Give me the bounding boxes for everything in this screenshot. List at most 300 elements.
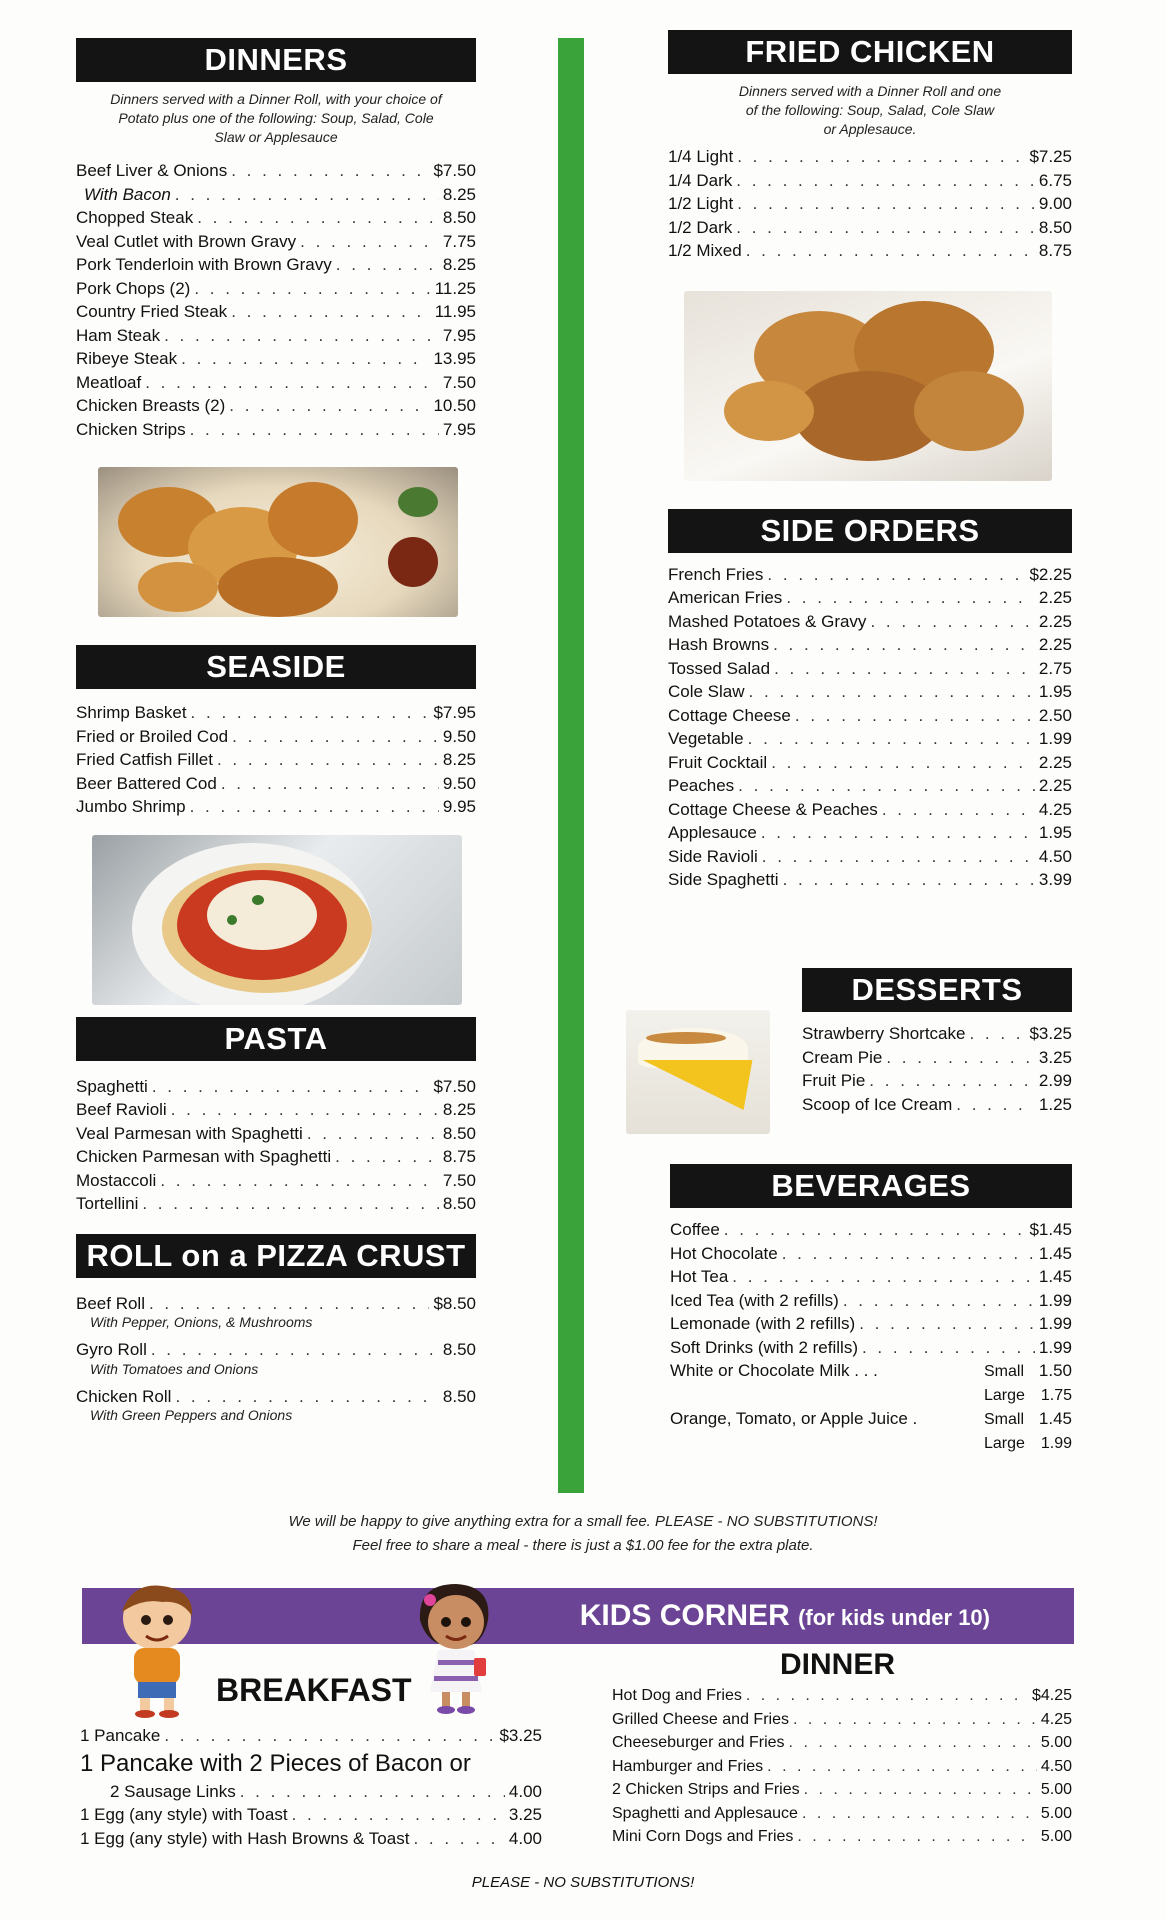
item-price: 5.00 [1040,1781,1072,1798]
item-name: Chopped Steak [76,208,194,227]
item-price: 8.50 [1038,217,1072,237]
item-price: 1.95 [1038,682,1072,701]
menu-item [76,1338,476,1362]
menu-item [670,1336,1072,1360]
menu-item [670,1312,1072,1336]
dot-leader [142,1192,439,1216]
item-name: Cheeseburger and Fries [612,1734,785,1751]
item-description: With Green Peppers and Onions [90,1407,293,1423]
pasta-header: PASTA [76,1017,476,1061]
item-price: 8.25 [442,255,476,274]
menu-item [76,206,476,230]
milk-row [670,1359,1072,1384]
dot-leader [164,1724,495,1748]
seaside-header: SEASIDE [76,645,476,689]
item-name: Hamburger and Fries [612,1757,764,1775]
item-price: 4.00 [508,1828,542,1848]
item-name: Hash Browns [668,635,770,654]
side-orders-list [668,563,1072,892]
dot-leader [969,1022,1025,1046]
item-price: 1.99 [1038,1290,1072,1310]
footer-note: PLEASE - NO SUBSTITUTIONS! [471,1874,695,1891]
menu-item [76,371,476,395]
item-name: Applesauce [668,823,757,842]
item-price: 8.50 [442,1386,476,1406]
item-name: Scoop of Ice Cream [802,1094,953,1114]
menu-item [76,230,476,254]
item-name: Chicken Breasts (2) [76,396,226,415]
menu-item [80,1803,542,1827]
item-price: 6.75 [1038,170,1072,190]
menu-item [612,1825,1072,1849]
item-name: Peaches [668,776,735,795]
item-name: Ribeye Steak [76,349,178,368]
dot-leader [164,324,439,348]
item-price: 7.75 [442,231,476,251]
item-name: 1 Egg (any style) with Hash Browns & Toast [80,1828,410,1848]
item-price: 8.50 [442,1340,476,1359]
dot-leader [171,1098,439,1122]
item-price: 1.99 [1038,1337,1072,1357]
dot-leader [782,1242,1035,1266]
menu-item [612,1802,1072,1826]
kids-breakfast-section [80,1724,542,1850]
dot-leader [232,725,439,749]
item-price: 8.50 [442,208,476,227]
column-divider [558,38,584,1493]
dot-leader [736,169,1035,193]
milk-large-row [670,1384,1072,1407]
item-name: Beef Liver & Onions [76,161,228,180]
item-price: 8.25 [442,750,476,769]
dot-leader [761,821,1035,845]
menu-item [76,347,476,371]
item-name: Spaghetti and Applesauce [612,1804,798,1822]
item-name: Pork Tenderloin with Brown Gravy [76,255,332,274]
dot-leader [145,371,439,395]
item-name: Fruit Cocktail [668,752,768,772]
item-price: $7.95 [433,703,476,722]
dot-leader [797,1825,1036,1849]
item-name: With Bacon [84,184,171,204]
item-name: Fried Catfish Fillet [76,750,213,769]
menu-item [76,394,476,418]
menu-item [668,751,1072,775]
menu-item [668,633,1072,657]
menu-item [668,586,1072,610]
item-price: $3.25 [499,1726,542,1745]
dot-leader [300,230,439,254]
desserts-header: DESSERTS [802,968,1072,1012]
item-price: 13.95 [433,349,476,368]
dot-leader [773,633,1035,657]
menu-item [802,1069,1072,1093]
item-name: Hot Chocolate [670,1243,778,1263]
dot-leader [749,680,1035,704]
pasta-list [76,1075,476,1216]
item-name: Mini Corn Dogs and Fries [612,1828,794,1845]
dot-leader [774,657,1035,681]
item-description: With Pepper, Onions, & Mushrooms [90,1314,313,1330]
item-price: $1.45 [1029,1220,1072,1239]
menu-item [670,1289,1072,1313]
item-name: 1/2 Light [668,194,734,213]
menu-item [76,1075,476,1099]
menu-item [668,169,1072,193]
dot-leader [307,1122,439,1146]
menu-item [76,772,476,796]
item-price: 2.25 [1038,635,1072,654]
menu-item [668,727,1072,751]
dot-leader [413,1827,504,1851]
item-name: Strawberry Shortcake [802,1024,966,1043]
item-price: 2.25 [1038,588,1072,607]
dinners-list [76,159,476,441]
item-name: Beef Roll [76,1293,145,1313]
dot-leader [152,1075,430,1099]
dinners-intro: Dinners served with a Dinner Roll, with your choice of Potato plus one of the following: Soup, Salad, Cole Slaw or Applesauce [110,91,442,145]
item-price: 1.45 [1038,1243,1072,1263]
dot-leader [175,1385,438,1409]
boy-illustration [112,1582,202,1718]
item-price: 2.25 [1038,752,1072,772]
item-price: 5.00 [1040,1734,1072,1751]
menu-item [612,1684,1072,1708]
juice-large-price: 1.99 [1040,1435,1072,1452]
item-price: 9.00 [1038,194,1072,213]
dot-leader [221,772,439,796]
menu-item [668,657,1072,681]
item-price: 4.50 [1040,1757,1072,1775]
chicken-parmesan-photo [92,835,462,1005]
dot-leader [767,1755,1037,1779]
item-price: 11.95 [434,302,476,321]
dot-leader [956,1093,1035,1117]
item-price: 8.25 [442,1100,476,1119]
item-name: Jumbo Shrimp [76,797,186,816]
milk-name: White or Chocolate Milk . . . [670,1361,878,1380]
dot-leader [793,1708,1037,1732]
item-price: 7.50 [442,1170,476,1190]
item-name: Mostaccoli [76,1170,157,1190]
dot-leader [292,1803,505,1827]
item-name: Cottage Cheese [668,705,791,725]
item-name: Spaghetti [76,1076,148,1096]
dot-leader [767,563,1025,587]
desserts-section [802,968,1072,1116]
item-name: Grilled Cheese and Fries [612,1710,789,1728]
item-name: Cottage Cheese & Peaches [668,799,878,819]
dot-leader [191,701,430,725]
item-name: Coffee [670,1220,720,1239]
dot-leader [771,751,1035,775]
item-price: 1.45 [1038,1267,1072,1286]
dot-leader [862,1336,1035,1360]
item-name: Hot Tea [670,1267,729,1286]
fried-chicken-intro: Dinners served with a Dinner Roll and one of the following: Soup, Salad, Cole Slaw or Applesauce. [738,83,1002,137]
menu-item [670,1242,1072,1266]
menu-item [76,795,476,819]
menu-item [76,277,476,301]
beverages-header: BEVERAGES [670,1164,1072,1208]
menu-item [668,821,1072,845]
notes-line-2: Feel free to share a meal - there is just a $1.00 fee for the extra plate. [352,1537,814,1554]
item-name: Soft Drinks (with 2 refills) [670,1337,858,1357]
menu-item [668,145,1072,169]
menu-item [76,701,476,725]
menu-item [668,239,1072,263]
menu-item [76,159,476,183]
item-price: 7.50 [442,372,476,392]
dot-leader [160,1169,439,1193]
seaside-list [76,701,476,819]
dot-leader [181,347,429,371]
item-price: $2.25 [1029,564,1072,584]
fried-chicken-photo [684,291,1052,481]
item-price: 3.25 [508,1805,542,1824]
item-name: Meatloaf [76,372,142,392]
dot-leader [151,1338,439,1362]
menu-item [76,300,476,324]
item-price: 8.50 [442,1123,476,1143]
kids-corner-banner [82,1588,1074,1644]
dot-leader [149,1292,429,1316]
roll-header: ROLL on a PIZZA CRUST [76,1234,476,1278]
item-name: Veal Cutlet with Brown Gravy [76,231,297,251]
dot-leader [783,868,1035,892]
item-name: Shrimp Basket [76,703,187,722]
dot-leader [736,216,1035,240]
item-name: Vegetable [668,729,744,748]
item-price: 7.95 [442,325,476,345]
dot-leader [335,1145,439,1169]
item-name: Beef Ravioli [76,1100,167,1119]
notes-line-1: We will be happy to give anything extra for a small fee. PLEASE - NO SUBSTITUTIONS! [288,1513,878,1530]
item-name: Side Spaghetti [668,870,779,889]
dot-leader [786,586,1035,610]
left-column [76,38,476,1431]
item-price: 3.99 [1038,870,1072,889]
menu-item [668,192,1072,216]
item-price: 1.99 [1038,1314,1072,1333]
item-price: $7.50 [433,1076,476,1096]
item-price: 4.25 [1040,1710,1072,1728]
kids-dinner-title: DINNER [780,1648,896,1681]
item-price: 4.50 [1038,846,1072,866]
menu-item [76,324,476,348]
item-price: 11.25 [434,278,476,298]
item-price: 4.25 [1038,799,1072,819]
girl-illustration [412,1580,498,1716]
item-price: $8.50 [433,1293,476,1313]
milk-small-price: 1.50 [1038,1361,1072,1380]
dot-leader [217,748,439,772]
dot-leader [231,159,429,183]
item-name: Mashed Potatoes & Gravy [668,611,867,631]
menu-item [76,1145,476,1169]
item-price: $7.50 [433,161,476,180]
item-price: 2.25 [1038,611,1072,631]
juice-name: Orange, Tomato, or Apple Juice . [670,1409,918,1428]
item-name: Ham Steak [76,325,161,345]
item-name: Cole Slaw [668,682,745,701]
juice-large-row [670,1432,1072,1455]
item-name: Country Fried Steak [76,302,228,321]
item-name: Iced Tea (with 2 refills) [670,1290,839,1310]
item-price: 2.50 [1038,705,1072,725]
item-name: 1 Pancake with 2 Pieces of Bacon or [80,1749,471,1777]
kids-dinner-section [612,1684,1072,1849]
item-price: 1.99 [1038,729,1072,748]
item-price: 4.00 [508,1781,542,1801]
menu-item [76,1192,476,1216]
dot-leader [886,1046,1035,1070]
dot-leader [859,1312,1035,1336]
item-price: 8.75 [1038,241,1072,260]
menu-notes [150,1510,1016,1558]
item-price: 8.75 [442,1147,476,1166]
menu-item [802,1022,1072,1046]
item-name: Chicken Roll [76,1386,172,1406]
item-price: $4.25 [1031,1687,1072,1704]
menu-item [668,563,1072,587]
fried-chicken-header: FRIED CHICKEN [668,30,1072,74]
beverages-section [670,1164,1072,1455]
item-name: 1/4 Dark [668,170,733,190]
menu-item [668,798,1072,822]
juice-large-label: Large [984,1435,1025,1452]
menu-item [668,845,1072,869]
item-name: Gyro Roll [76,1340,147,1359]
item-name: Pork Chops (2) [76,278,191,298]
menu-item [670,1265,1072,1289]
desserts-list [802,1022,1072,1116]
breakfast-title: BREAKFAST [216,1672,412,1708]
dot-leader [746,239,1035,263]
juice-row [670,1407,1072,1432]
dot-leader [882,798,1035,822]
item-name: Fruit Pie [802,1071,866,1090]
item-price: 9.50 [442,726,476,746]
milk-large-label: Large [984,1387,1025,1404]
dot-leader [738,774,1035,798]
menu-item [80,1827,542,1851]
kids-title-main: KIDS CORNER [579,1599,790,1632]
milk-large-price: 1.75 [1040,1387,1072,1404]
kids-corner-title [580,1588,990,1646]
item-price: 2.25 [1038,776,1072,795]
menu-item [668,680,1072,704]
item-name: 2 Sausage Links [110,1781,236,1801]
item-price: 8.25 [442,184,476,204]
menu-item [76,1122,476,1146]
item-name: Fried or Broiled Cod [76,726,229,746]
item-name: French Fries [668,564,764,584]
kids-title-sub: (for kids under 10) [798,1605,990,1630]
menu-item [802,1046,1072,1070]
item-price: 5.00 [1040,1828,1072,1845]
item-name: 1/2 Dark [668,217,733,237]
dot-leader [870,610,1034,634]
menu-item [80,1748,542,1780]
dot-leader [194,277,430,301]
dot-leader [746,1684,1028,1708]
item-name: Veal Parmesan with Spaghetti [76,1123,303,1143]
item-name: 1/2 Mixed [668,241,742,260]
item-price: 2.99 [1038,1071,1072,1090]
item-price: 3.25 [1038,1047,1072,1067]
item-name: Side Ravioli [668,846,758,866]
item-price: $7.25 [1029,147,1072,166]
kids-dinner-list [612,1684,1072,1849]
menu-item [612,1778,1072,1802]
menu-item [668,610,1072,634]
menu-item [76,1098,476,1122]
dot-leader [732,1265,1035,1289]
dot-leader [336,253,439,277]
menu-item [76,725,476,749]
item-name: Tortellini [76,1194,139,1213]
dot-leader [190,418,439,442]
item-name: Hot Dog and Fries [612,1687,742,1704]
dot-leader [190,795,439,819]
item-name: 1 Pancake [80,1726,161,1745]
item-name: American Fries [668,588,783,607]
dot-leader [843,1289,1035,1313]
dot-leader [802,1802,1037,1826]
dot-leader [795,704,1035,728]
dinners-header: DINNERS [76,38,476,82]
item-price: 8.50 [442,1194,476,1213]
menu-item [76,748,476,772]
dot-leader [229,394,429,418]
right-column [668,30,1072,892]
item-price: 9.50 [442,773,476,793]
dot-leader [748,727,1035,751]
item-name: Cream Pie [802,1047,883,1067]
item-name: 2 Chicken Strips and Fries [612,1781,800,1798]
dot-leader [175,183,439,207]
item-name: 1 Egg (any style) with Toast [80,1805,288,1824]
dot-leader [737,192,1035,216]
item-name: Lemonade (with 2 refills) [670,1314,856,1333]
menu-item [76,1169,476,1193]
item-price: 1.25 [1038,1094,1072,1114]
menu-item [80,1724,542,1748]
menu-item [612,1731,1072,1755]
menu-item [612,1755,1072,1779]
shrimp-photo [98,467,458,617]
juice-small-price: 1.45 [1038,1409,1072,1428]
menu-item [76,418,476,442]
item-name: 1/4 Light [668,147,734,166]
dot-leader [762,845,1035,869]
fried-chicken-list [668,145,1072,263]
menu-item [80,1780,542,1804]
kids-breakfast-list [80,1724,542,1850]
item-name: Chicken Strips [76,419,186,439]
menu-item [76,1385,476,1409]
dot-leader [789,1731,1037,1755]
item-price: 7.95 [442,419,476,439]
beverages-list [670,1218,1072,1359]
item-price: 10.50 [433,396,476,415]
item-price: 5.00 [1040,1804,1072,1822]
juice-small-label: Small [984,1411,1025,1428]
menu-item [76,183,476,207]
menu-item [668,868,1072,892]
menu-item [668,774,1072,798]
